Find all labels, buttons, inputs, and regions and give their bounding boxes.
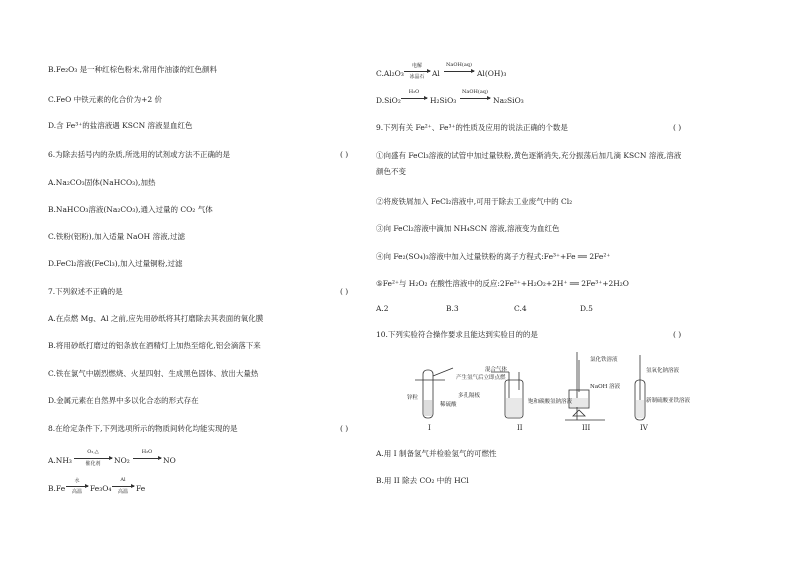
q10-answer-paren[interactable]: ( ) (673, 330, 682, 339)
q8c-mid: Al (432, 69, 440, 78)
app-iv-label-feso4: 新制硫酸亚铁溶液 (646, 398, 691, 404)
apparatus-figure (405, 350, 705, 435)
q8b-cond1-bottom: 高温 (71, 489, 82, 495)
app-i-label-plate: 多孔隔板 (458, 393, 481, 399)
q6-stem: 6.为除去括号内的杂质,所选用的试剂或方法不正确的是 (48, 150, 231, 159)
q9-option-a: A.2 (376, 304, 389, 313)
q8a-cond1-top: O₂,△ (87, 449, 99, 455)
q8b-cond2-top: Al (120, 477, 126, 483)
q9-item-3: ③向 FeCl₂溶液中滴加 NH₄SCN 溶液,溶液变为血红色 (376, 224, 560, 233)
q7-stem: 7.下列叙述不正确的是 (48, 287, 123, 296)
app-numeral-i: I (428, 424, 431, 432)
app-numeral-iii: III (582, 424, 591, 432)
q8a-mid: NO₂ (114, 456, 130, 465)
q9-item-2: ②将废铁屑加入 FeCl₂溶液中,可用于除去工业废气中的 Cl₂ (376, 197, 573, 206)
app-numeral-iv: IV (640, 424, 648, 432)
q7-option-c: C.铁在氯气中剧烈燃烧、火星四射、生成黑色固体、放出大量热 (48, 369, 259, 378)
q5-option-d: D.含 Fe³⁺的盐溶液遇 KSCN 溶液显血红色 (48, 121, 193, 130)
app-numeral-ii: II (517, 424, 523, 432)
q8c-cond1-top: 电解 (411, 63, 422, 69)
apparatus-iv (635, 355, 645, 420)
q8d-start: D.SiO₂ (376, 96, 401, 105)
q8b-arrow2 (112, 486, 134, 487)
q9-answer-paren[interactable]: ( ) (673, 123, 682, 132)
q8d-end: Na₂SiO₃ (493, 96, 524, 105)
q7-answer-paren[interactable]: ( ) (340, 287, 349, 296)
q6-option-a: A.Na₂CO₃固体(NaHCO₃),加热 (48, 178, 156, 187)
q8a-arrow2 (133, 458, 161, 459)
app-iii-label-naoh: NaOH 溶液 (590, 384, 621, 390)
app-ii-label-gas: 混合气体 (485, 367, 508, 373)
q6-option-d: D.FeCl₂溶液(FeCl₃),加入过量铜粉,过滤 (48, 259, 183, 268)
app-iii-label-fecl3: 氯化铁溶液 (590, 357, 618, 363)
q8c-start: C.Al₂O₃ (376, 69, 404, 78)
q9-option-c: C.4 (514, 304, 527, 313)
app-iv-label-naoh: 氢氧化钠溶液 (646, 368, 680, 374)
q10-stem: 10.下列实验符合操作要求且能达到实验目的的是 (376, 330, 538, 339)
q5-option-c: C.FeO 中铁元素的化合价为+2 价 (48, 95, 163, 104)
q8a-end: NO (163, 456, 176, 465)
q8b-end: Fe (136, 484, 146, 493)
app-ii-label-soln: 饱和碳酸氢钠溶液 (528, 399, 573, 405)
q9-item-1a: ①向盛有 FeCl₃溶液的试管中加过量铁粉,黄色逐渐消失,充分振荡后加几滴 KSCN 溶液,溶液 (376, 151, 682, 160)
q8c-cond1-bottom: 冰晶石 (409, 74, 425, 80)
q5-option-b: B.Fe₂O₃ 是一种红棕色粉末,常用作油漆的红色颜料 (48, 65, 218, 74)
q8c-arrow1 (404, 71, 430, 72)
q7-option-b: B.将用砂纸打磨过的铝条放在酒精灯上加热至熔化,铝会滴落下来 (48, 341, 261, 350)
apparatus-i (415, 368, 453, 418)
q8a-cond2-top: H₂O (141, 449, 153, 455)
q8d-arrow2 (460, 98, 490, 99)
q8c-end: Al(OH)₃ (477, 69, 507, 78)
q8a-start: A.NH₃ (48, 456, 72, 465)
q8d-arrow1 (401, 98, 427, 99)
q8b-cond2-bottom: 高温 (117, 489, 128, 495)
q7-option-d: D.金属元素在自然界中多以化合态的形式存在 (48, 396, 199, 405)
app-i-label-zinc: 锌粒 (407, 395, 419, 401)
q6-option-c: C.铁粉(铝粉),加入适量 NaOH 溶液,过滤 (48, 232, 185, 241)
q9-item-1b: 颜色不变 (376, 167, 406, 176)
q8c-arrow2 (444, 71, 474, 72)
q6-option-b: B.NaHCO₃溶液(Na₂CO₃),通入过量的 CO₂ 气体 (48, 205, 213, 214)
q8b-mid: Fe₃O₄ (90, 484, 112, 493)
q10-option-b: B.用 II 除去 CO₂ 中的 HCl (376, 476, 469, 485)
q8b-start: B.Fe (48, 484, 66, 493)
app-i-label-acid: 稀硫酸 (440, 402, 457, 408)
app-i-label-ignite: 产生氢气后立即点燃 (456, 375, 506, 381)
q8a-arrow1 (74, 458, 112, 459)
q9-option-b: B.3 (446, 304, 459, 313)
q8d-cond2-top: NaOH(aq) (462, 89, 488, 95)
q8d-cond1-top: H₂O (408, 89, 420, 95)
q8-stem: 8.在给定条件下,下列选项所示的物质间转化均能实现的是 (48, 424, 238, 433)
q9-item-5: ⑤Fe²⁺与 H₂O₂ 在酸性溶液中的反应:2Fe²⁺+H₂O₂+2H⁺ ══ 2Fe³⁺+2H₂O (376, 279, 629, 288)
q9-stem: 9.下列有关 Fe²⁺、Fe³⁺的性质及应用的说法正确的个数是 (376, 123, 568, 132)
q8a-cond1-bottom: 催化剂 (85, 461, 101, 467)
q8-answer-paren[interactable]: ( ) (340, 424, 349, 433)
q9-option-d: D.5 (580, 304, 593, 313)
q8c-cond2-top: NaOH(aq) (446, 62, 472, 68)
q7-option-a: A.在点燃 Mg、Al 之前,应先用砂纸将其打磨除去其表面的氧化膜 (48, 314, 264, 323)
q9-item-4: ④向 Fe₂(SO₄)₃溶液中加入过量铁粉的离子方程式:Fe³⁺+Fe ══ 2Fe²⁺ (376, 252, 611, 261)
q6-answer-paren[interactable]: ( ) (340, 150, 349, 159)
q8d-mid: H₂SiO₃ (430, 96, 457, 105)
q10-option-a: A.用 I 制备氢气并检验氢气的可燃性 (376, 449, 497, 458)
q8b-cond1-top: 水 (74, 478, 80, 484)
q8b-arrow1 (66, 486, 88, 487)
